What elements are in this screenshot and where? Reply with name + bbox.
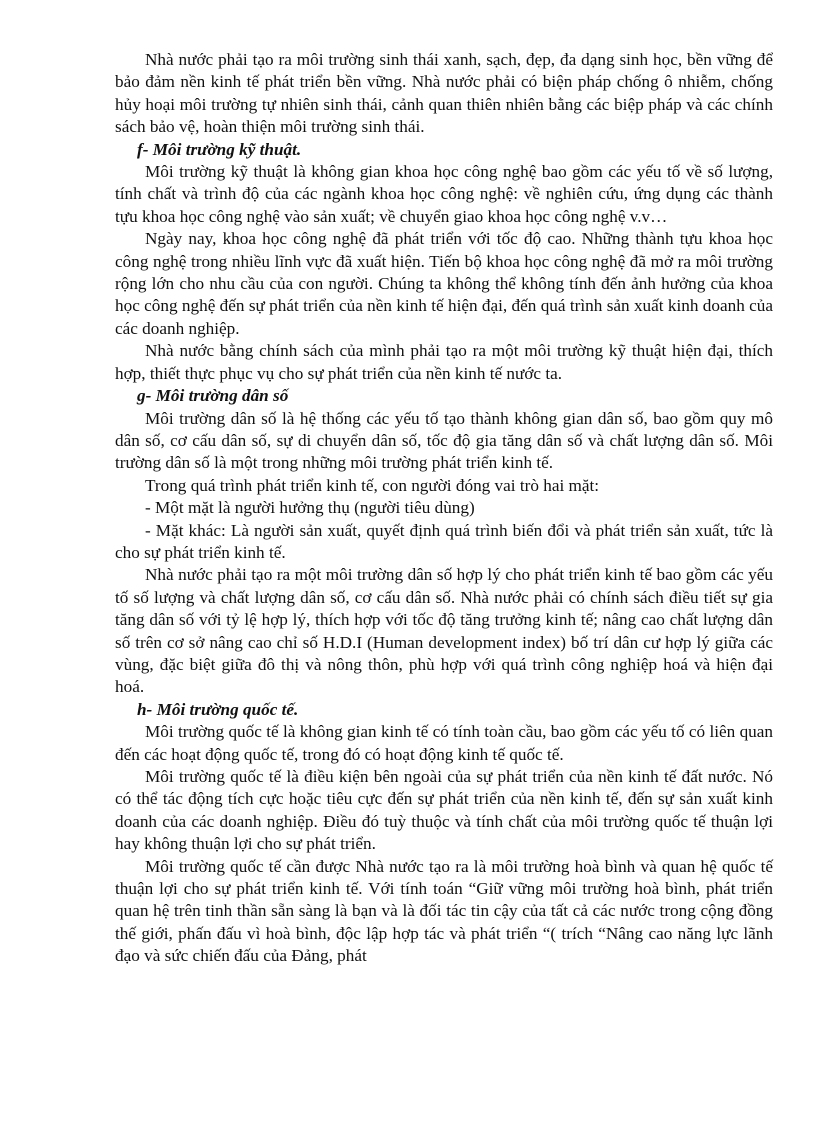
section-heading-technical-environment: f- Môi trường kỹ thuật. <box>137 139 302 159</box>
paragraph-population-policy: Nhà nước phải tạo ra một môi trường dân số hợp lý cho phát triển kinh tế bao gồm các yếu tố số lượng và chất lượng dân số, cơ cấu dân số. Nhà nước phải có chính sách điều tiết sự gia tăng dân số với tỷ lệ hợp lý, thích hợp với tốc độ tăng trưởng kinh tế; nâng cao chất lượng dân số trên cơ sở nâng cao chỉ số H.D.I (Human development index) bố trí dân cư hợp lý giữa các vùng, đặc biệt giữa đô thị và nông thôn, phù hợp với quá trình công nghiệp hoá và hiện đại hoá. <box>115 565 773 697</box>
document-page <box>115 49 773 968</box>
section-heading-population-environment: g- Môi trường dân số <box>137 386 289 406</box>
paragraph-ecology-policy: Nhà nước phải tạo ra môi trường sinh thái xanh, sạch, đẹp, đa dạng sinh học, bền vững để bảo đảm nền kinh tế phát triển bền vững. Nhà nước phải có biện pháp chống ô nhiễm, chống hủy hoại môi trường tự nhiên sinh thái, cảnh quan thiên nhiên bằng các biệp pháp và các chính sách bảo vệ, hoàn thiện môi trường sinh thái. <box>115 50 773 137</box>
paragraph-population-definition: Môi trường dân số là hệ thống các yếu tố tạo thành không gian dân số, bao gồm quy mô dân số, cơ cấu dân số, sự di chuyển dân số, tốc độ gia tăng dân số và chất lượng dân số. Môi trường dân số là một trong những môi trường phát triển kinh tế. <box>115 408 773 473</box>
list-item-consumer: - Một mặt là người hưởng thụ (người tiêu dùng) <box>145 498 475 518</box>
paragraph-international-impact: Môi trường quốc tế là điều kiện bên ngoài của sự phát triển của nền kinh tế đất nước. Nó có thể tác động tích cực hoặc tiêu cực đến sự phát triển của nền kinh tế, đến sự sản xuất kinh doanh của các doanh nghiệp. Điều đó tuỳ thuộc và tính chất của môi trường quốc tế thuận lợi hay không thuận lợi cho sự phát triển. <box>115 767 773 854</box>
paragraph-international-policy: Môi trường quốc tế cần được Nhà nước tạo ra là môi trường hoà bình và quan hệ quốc tế thuận lợi cho sự phát triển kinh tế. Với tính toán “Giữ vững môi trường hoà bình, phát triển quan hệ trên tinh thần sẵn sàng là bạn và là đối tác tin cậy của tất cả các nước trong cộng đồng thế giới, phấn đấu vì hoà bình, độc lập hợp tác và phát triển “( trích “Nâng cao năng lực lãnh đạo và sức chiến đấu của Đảng, phát <box>115 856 773 966</box>
paragraph-international-definition: Môi trường quốc tế là không gian kinh tế có tính toàn cầu, bao gồm các yếu tố có liên quan đến các hoạt động quốc tế, trong đó có hoạt động kinh tế quốc tế. <box>115 722 773 764</box>
paragraph-human-roles: Trong quá trình phát triển kinh tế, con người đóng vai trò hai mặt: <box>145 475 600 495</box>
paragraph-technology-development: Ngày nay, khoa học công nghệ đã phát triển với tốc độ cao. Những thành tựu khoa học công nghệ trong nhiều lĩnh vực đã xuất hiện. Tiến bộ khoa học công nghệ đã mở ra môi trường rộng lớn cho nhu cầu của con người. Chúng ta không thể không tính đến ảnh hưởng của khoa học công nghệ đến sự phát triển của nền kinh tế hiện đại, đến quá trình sản xuất kinh doanh của các doanh nghiệp. <box>115 229 773 338</box>
list-item-producer: - Mặt khác: Là người sản xuất, quyết định quá trình biến đổi và phát triển sản xuất, tức là cho sự phát triển kinh tế. <box>115 520 773 562</box>
paragraph-technical-policy: Nhà nước bằng chính sách của mình phải tạo ra một môi trường kỹ thuật hiện đại, thích hợp, thiết thực phục vụ cho sự phát triển của nền kinh tế nước ta. <box>115 341 773 383</box>
paragraph-technical-definition: Môi trường kỹ thuật là không gian khoa học công nghệ bao gồm các yếu tố về số lượng, tính chất và trình độ của các ngành khoa học công nghệ: về nghiên cứu, ứng dụng các thành tựu khoa học công nghệ vào sản xuất; về chuyển giao khoa học công nghệ v.v… <box>115 162 773 226</box>
section-heading-international-environment: h- Môi trường quốc tế. <box>137 699 299 719</box>
